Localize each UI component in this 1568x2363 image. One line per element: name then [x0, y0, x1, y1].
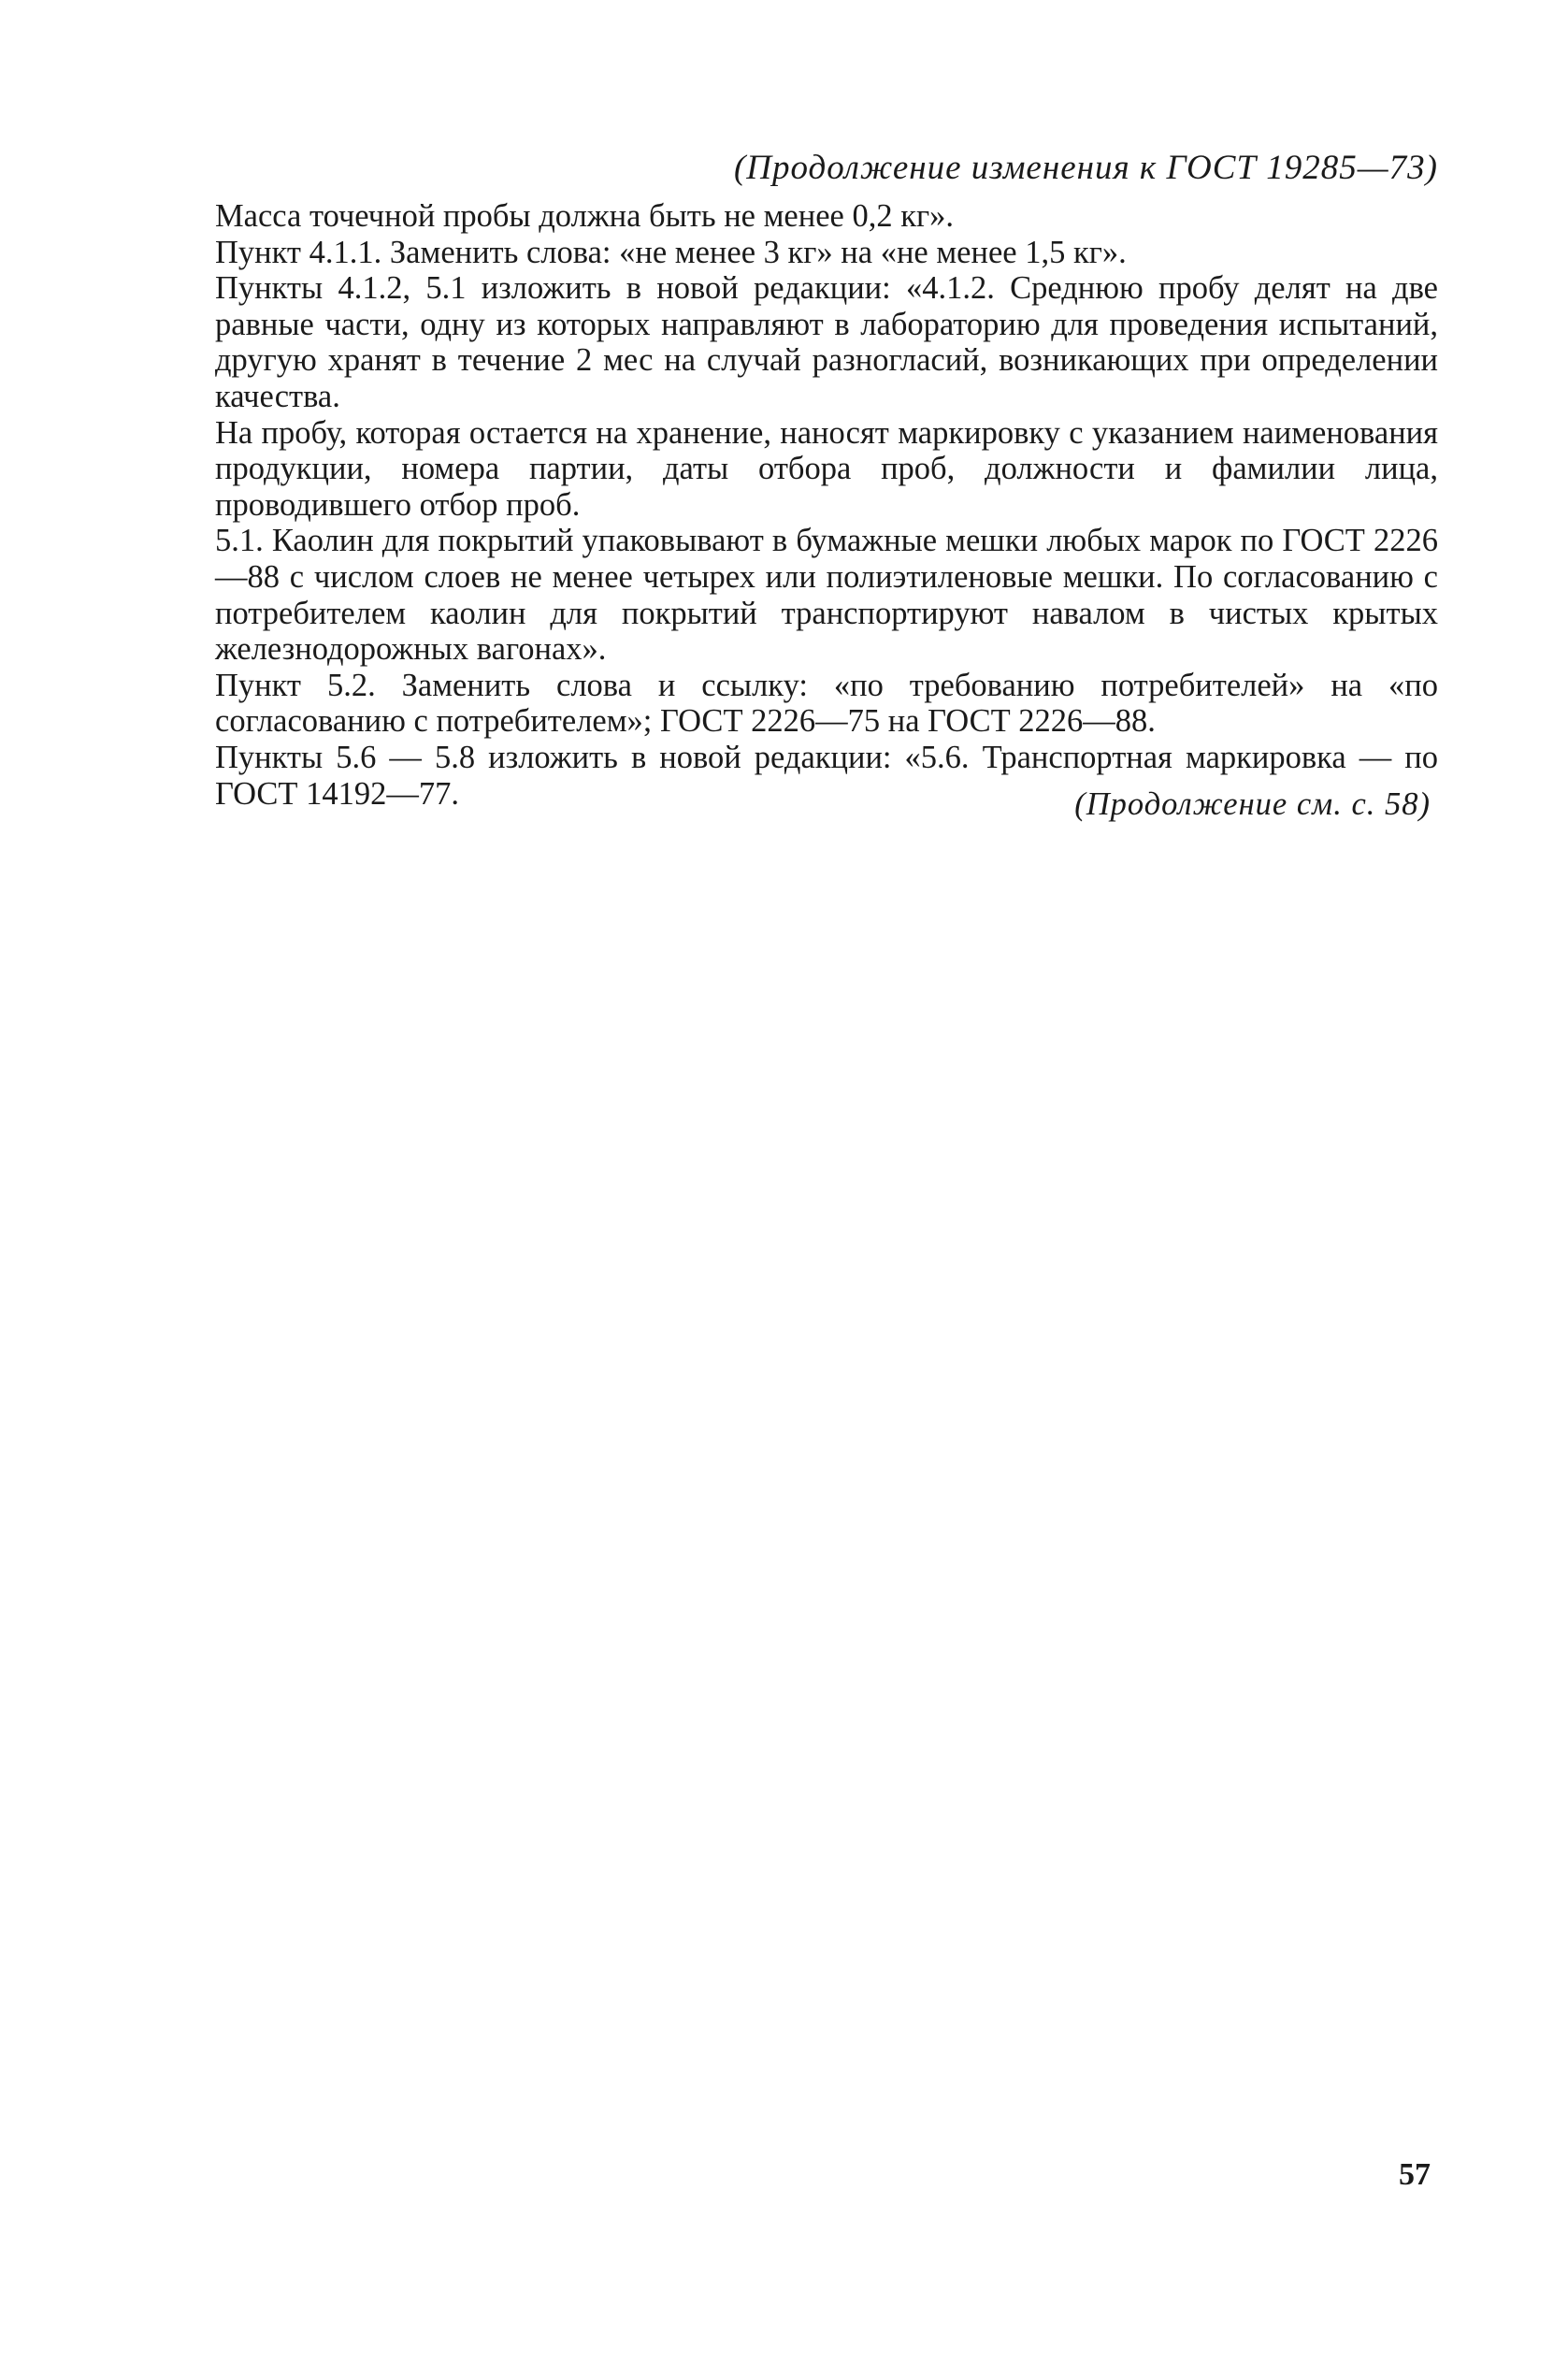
continuation-footer: (Продолжение см. с. 58) [1074, 786, 1431, 822]
paragraph-sample-mass: Масса точечной пробы должна быть не менее 0,2 кг». [215, 198, 954, 234]
continuation-header: (Продолжение изменения к ГОСТ 19285—73) [733, 149, 1438, 187]
paragraph-clause-5-1: 5.1. Каолин для покрытий упаковывают в бумажные мешки любых марок по ГОСТ 2226—88 с числом слоев не менее четырех или полиэтиленовые мешки. По согласованию с потребителем каолин для покрытий транспортируют навалом в чистых крытых железнодорожных вагонах». [215, 523, 1438, 668]
paragraph-clause-4-1-1: Пункт 4.1.1. Заменить слова: «не менее 3 кг» на «не менее 1,5 кг». [215, 234, 1127, 270]
page-number: 57 [1399, 2157, 1431, 2192]
paragraph-clause-4-1-2: Пункты 4.1.2, 5.1 изложить в новой редакции: «4.1.2. Среднюю пробу делят на две равные части, одну из которых направляют в лабораторию для проведения испытаний, другую хранят в течение 2 мес на случай разногласий, возникающих при определении качества. [215, 270, 1438, 414]
document-body [215, 198, 1438, 812]
paragraph-sample-marking: На пробу, которая остается на хранение, наносят маркировку с указанием наименования продукции, номера партии, даты отбора проб, должности и фамилии лица, проводившего отбор проб. [215, 414, 1438, 523]
paragraph-clauses-5-6-5-8: Пункты 5.6 — 5.8 изложить в новой редакции: «5.6. Транспортная маркировка — по ГОСТ 14192—77. [215, 739, 1438, 812]
paragraph-clause-5-2: Пункт 5.2. Заменить слова и ссылку: «по требованию потребителей» на «по согласованию с потребителем»; ГОСТ 2226—75 на ГОСТ 2226—88. [215, 667, 1438, 740]
